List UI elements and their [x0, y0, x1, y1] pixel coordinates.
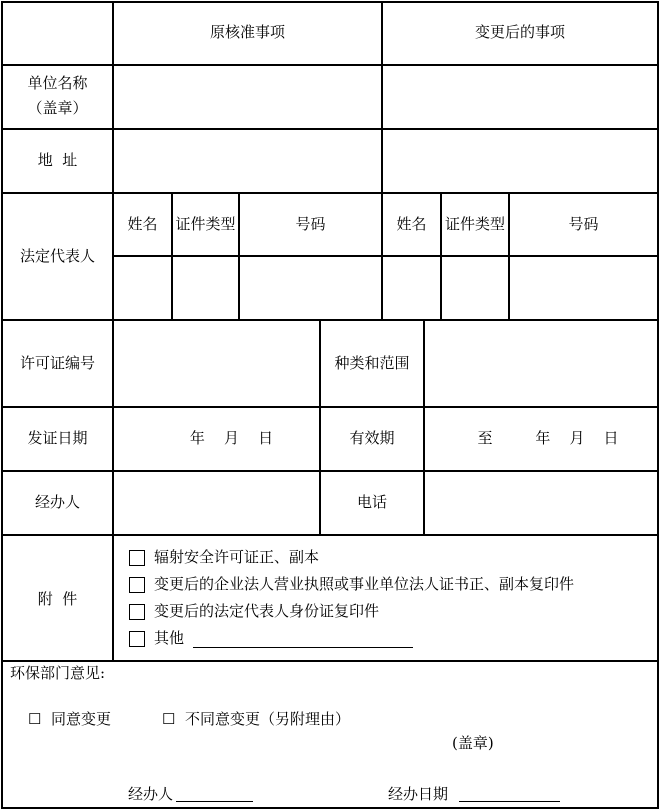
- opinion-title: 环保部门意见:: [10, 664, 106, 682]
- col-name-changed: 姓名: [396, 215, 427, 233]
- col-number-original: 号码: [295, 215, 326, 233]
- attachments-label: 附 件: [37, 590, 78, 608]
- rule-row1: [1, 64, 659, 66]
- attachment-item-other: 其他: [154, 629, 185, 647]
- border-top: [1, 1, 659, 3]
- opinion-handler-underline[interactable]: [176, 801, 253, 802]
- border-left: [1, 1, 3, 809]
- col-mid-divider: [381, 1, 383, 319]
- col-id-type-original: 证件类型: [175, 215, 236, 233]
- col-divider-c: [440, 192, 442, 319]
- col-divider-a: [171, 192, 173, 319]
- border-right: [657, 1, 659, 809]
- rule-row4: [1, 319, 659, 321]
- opinion-agree-option[interactable]: ☐ 同意变更: [28, 710, 111, 728]
- license-no-label: 许可证编号: [19, 354, 95, 372]
- opinion-handler-label: 经办人: [128, 785, 174, 803]
- attachment-checkbox-other[interactable]: [129, 631, 145, 647]
- validity-label: 有效期: [349, 429, 395, 447]
- opinion-seal: (盖章): [452, 734, 494, 752]
- header-original: 原核准事项: [209, 23, 285, 41]
- attachment-item-business-license: 变更后的企业法人营业执照或事业单位法人证书正、副本复印件: [154, 575, 575, 593]
- attachment-item-id-copy: 变更后的法定代表人身份证复印件: [154, 602, 380, 620]
- address-label: 地 址: [37, 151, 78, 169]
- col-divider-b: [238, 192, 240, 319]
- opinion-date-label: 经办日期: [388, 785, 449, 803]
- col-id-type-changed: 证件类型: [444, 215, 505, 233]
- col-divider-d: [508, 192, 510, 319]
- attachment-checkbox-business-license[interactable]: [129, 577, 145, 593]
- validity-value: 至 年 月 日: [477, 429, 619, 447]
- handler-label: 经办人: [34, 493, 80, 511]
- attachment-other-underline[interactable]: [193, 647, 413, 648]
- rule-row8: [1, 660, 659, 662]
- attachment-checkbox-license[interactable]: [129, 550, 145, 566]
- attachment-checkbox-id-copy[interactable]: [129, 604, 145, 620]
- col-number-changed: 号码: [568, 215, 599, 233]
- rule-row3: [1, 192, 659, 194]
- header-changed: 变更后的事项: [474, 23, 565, 41]
- rule-row5: [1, 406, 659, 408]
- rule-legal-sub: [112, 255, 659, 257]
- scope-label: 种类和范围: [334, 354, 410, 372]
- legal-rep-label: 法定代表人: [19, 247, 95, 265]
- unit-name-label: 单位名称: [27, 74, 88, 92]
- rule-row2: [1, 128, 659, 130]
- issue-date-value: 年 月 日: [189, 429, 274, 447]
- col-label-divider: [112, 1, 114, 660]
- issue-date-label: 发证日期: [27, 429, 88, 447]
- col-divider-f: [423, 319, 425, 534]
- phone-label: 电话: [356, 493, 387, 511]
- opinion-date-underline[interactable]: [459, 801, 560, 802]
- col-name-original: 姓名: [127, 215, 158, 233]
- unit-name-seal: （盖章）: [27, 99, 88, 117]
- rule-row6: [1, 470, 659, 472]
- attachment-item-license: 辐射安全许可证正、副本: [154, 548, 320, 566]
- opinion-disagree-option[interactable]: ☐ 不同意变更（另附理由）: [162, 710, 350, 728]
- rule-row7: [1, 534, 659, 536]
- border-bottom: [1, 807, 659, 809]
